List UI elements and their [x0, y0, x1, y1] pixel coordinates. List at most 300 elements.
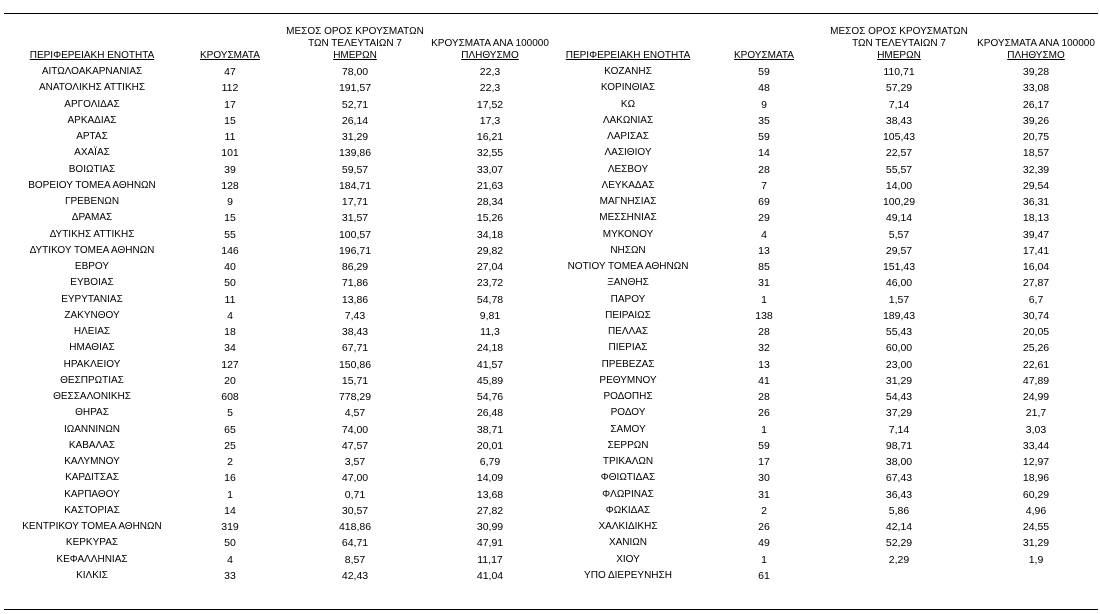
region-cell: ΝΟΤΙΟΥ ΤΟΜΕΑ ΑΘΗΝΩΝ [567, 261, 689, 273]
avg7-cell [822, 568, 976, 584]
cases-cell: 69 [758, 196, 770, 209]
cases-cell: 1 [761, 423, 767, 436]
avg7-cell: 418,86 [338, 521, 372, 534]
per100k-cell: 6,79 [479, 456, 501, 469]
per100k-cell: 23,72 [476, 277, 504, 290]
cases-column-header: ΚΡΟΥΣΜΑΤΑ [734, 50, 794, 61]
per100k-cell: 39,47 [1022, 228, 1050, 241]
table-row [4, 243, 550, 259]
region-cell: ΓΡΕΒΕΝΩΝ [64, 196, 120, 208]
cases-cell: 49 [758, 537, 770, 550]
table-row [550, 178, 1096, 194]
avg7-cell: 184,71 [338, 179, 372, 192]
region-cell: ΚΑΒΑΛΑΣ [68, 439, 116, 451]
per100k-cell: 38,71 [476, 423, 504, 436]
cases-cell: 41 [758, 374, 770, 387]
table-row [4, 259, 550, 275]
region-cell: ΔΥΤΙΚΟΥ ΤΟΜΕΑ ΑΘΗΝΩΝ [29, 244, 155, 256]
avg7-cell: 67,43 [885, 472, 913, 485]
per100k-cell: 31,29 [1022, 537, 1050, 550]
region-cell: ΚΟΖΑΝΗΣ [604, 66, 652, 78]
per100k-cell: 54,76 [476, 391, 504, 404]
per100k-cell: 18,13 [1022, 212, 1050, 225]
table-row [4, 535, 550, 551]
per100k-cell: 24,18 [476, 342, 504, 355]
avg7-cell: 151,43 [882, 261, 916, 274]
region-cell: ΕΥΒΟΙΑΣ [70, 277, 114, 289]
table-row [4, 210, 550, 226]
per100k-cell: 33,44 [1022, 439, 1050, 452]
avg7-cell: 2,29 [888, 553, 910, 566]
per100k-cell: 29,54 [1022, 179, 1050, 192]
region-cell: ΡΕΘΥΜΝΟΥ [599, 374, 657, 386]
table-row [4, 64, 550, 80]
table-row [4, 389, 550, 405]
cases-cell: 61 [758, 569, 770, 582]
avg7-cell: 110,71 [883, 66, 915, 79]
per100k-cell: 22,3 [479, 66, 501, 79]
per100k-cell: 41,57 [476, 358, 504, 371]
right-table-section [550, 26, 1096, 584]
cases-cell: 55 [224, 228, 236, 241]
region-cell: ΖΑΚΥΝΘΟΥ [64, 309, 120, 321]
table-row [550, 389, 1096, 405]
region-cell: ΛΕΥΚΑΔΑΣ [601, 179, 655, 191]
region-cell: ΤΡΙΚΑΛΩΝ [602, 456, 654, 468]
cases-cell: 13 [758, 244, 770, 257]
table-row [550, 535, 1096, 551]
table-row [4, 275, 550, 291]
per100k-cell: 41,04 [476, 569, 504, 582]
region-cell: ΝΗΣΩΝ [610, 244, 646, 256]
per100k-column-header: ΚΡΟΥΣΜΑΤΑ ΑΝΑ 100000 ΠΛΗΘΥΣΜΟ [977, 38, 1095, 61]
avg7-cell: 49,14 [885, 212, 913, 225]
region-cell: ΙΩΑΝΝΙΝΩΝ [63, 423, 121, 435]
top-rule [4, 13, 1098, 14]
avg7-cell: 7,43 [344, 309, 366, 322]
region-cell: ΠΕΛΛΑΣ [607, 326, 649, 338]
cases-cell: 17 [758, 456, 770, 469]
per100k-cell: 47,89 [1022, 374, 1050, 387]
avg7-cell: 74,00 [341, 423, 369, 436]
region-cell: ΒΟΡΕΙΟΥ ΤΟΜΕΑ ΑΘΗΝΩΝ [28, 179, 156, 191]
table-row [550, 145, 1096, 161]
avg7-cell: 26,14 [341, 114, 369, 127]
per100k-cell: 30,99 [476, 521, 504, 534]
cases-cell: 32 [758, 342, 770, 355]
avg7-cell: 23,00 [885, 358, 913, 371]
per100k-cell: 60,29 [1022, 488, 1050, 501]
table-row [4, 568, 550, 584]
avg7-cell: 29,57 [885, 244, 913, 257]
per100k-column-header: ΚΡΟΥΣΜΑΤΑ ΑΝΑ 100000 ΠΛΗΘΥΣΜΟ [431, 38, 549, 61]
region-cell: ΛΕΣΒΟΥ [607, 163, 649, 175]
table-row [550, 308, 1096, 324]
cases-cell: 48 [758, 82, 770, 95]
table-row [4, 324, 550, 340]
avg7-cell: 38,43 [885, 114, 913, 127]
avg7-cell: 47,00 [341, 472, 369, 485]
cases-cell: 1 [761, 293, 767, 306]
per100k-cell: 6,7 [1028, 293, 1044, 306]
avg7-cell: 14,00 [885, 179, 913, 192]
cases-cell: 34 [224, 342, 236, 355]
right-header-row [550, 26, 1096, 64]
region-cell: ΑΡΤΑΣ [76, 131, 108, 143]
avg7-cell: 46,00 [885, 277, 913, 290]
avg7-cell: 7,14 [888, 98, 910, 111]
cases-cell: 28 [758, 326, 770, 339]
table-row [4, 97, 550, 113]
region-cell: ΑΙΤΩΛΟΑΚΑΡΝΑΝΙΑΣ [41, 66, 143, 78]
cases-cell: 2 [227, 456, 233, 469]
per100k-cell: 17,52 [476, 98, 504, 111]
per100k-cell: 33,07 [476, 163, 504, 176]
per100k-cell: 29,82 [476, 244, 504, 257]
cases-cell: 29 [758, 212, 770, 225]
per100k-cell: 27,82 [476, 504, 504, 517]
region-cell: ΡΟΔΟΠΗΣ [603, 391, 653, 403]
avg7-cell: 189,43 [882, 309, 916, 322]
per100k-cell: 39,26 [1022, 114, 1050, 127]
table-row [4, 340, 550, 356]
avg7-column-header: ΜΕΣΟΣ ΟΡΟΣ ΚΡΟΥΣΜΑΤΩΝ ΤΩΝ ΤΕΛΕΥΤΑΙΩΝ 7 ΗΜΕΡΩΝ [286, 26, 424, 61]
region-cell: ΜΕΣΣΗΝΙΑΣ [599, 212, 657, 224]
avg7-cell: 52,29 [885, 537, 913, 550]
cases-cell: 7 [761, 179, 767, 192]
avg7-cell: 4,57 [344, 407, 366, 420]
avg7-cell: 17,71 [341, 196, 369, 209]
table-row [550, 243, 1096, 259]
per100k-cell: 18,96 [1022, 472, 1050, 485]
avg7-cell: 42,43 [341, 569, 369, 582]
per100k-cell: 11,17 [477, 553, 503, 566]
table-row [550, 503, 1096, 519]
cases-cell: 50 [224, 537, 236, 550]
cases-cell: 47 [224, 66, 236, 79]
per100k-cell: 1,9 [1028, 553, 1044, 566]
region-cell: ΛΑΣΙΘΙΟΥ [604, 147, 652, 159]
region-cell: ΠΡΕΒΕΖΑΣ [601, 358, 655, 370]
region-cell: ΦΘΙΩΤΙΔΑΣ [600, 472, 656, 484]
table-row [4, 357, 550, 373]
region-cell: ΕΒΡΟΥ [74, 261, 110, 273]
table-row [4, 487, 550, 503]
cases-cell: 85 [758, 261, 770, 274]
cases-cell: 31 [758, 488, 770, 501]
avg7-cell: 36,43 [885, 488, 913, 501]
per100k-cell: 45,89 [476, 374, 504, 387]
avg7-cell: 5,86 [888, 504, 910, 517]
per100k-cell: 32,55 [476, 147, 504, 160]
avg7-cell: 38,00 [885, 456, 913, 469]
per100k-cell: 39,28 [1022, 66, 1050, 79]
avg7-cell: 8,57 [344, 553, 366, 566]
region-cell: ΚΑΛΥΜΝΟΥ [64, 456, 120, 468]
region-cell: ΛΑΚΩΝΙΑΣ [602, 114, 654, 126]
per100k-cell: 18,57 [1022, 147, 1050, 160]
per100k-cell [976, 568, 1096, 584]
table-row [550, 340, 1096, 356]
table-row [550, 568, 1096, 584]
per100k-cell: 21,7 [1025, 407, 1047, 420]
cases-cell: 1 [761, 553, 767, 566]
table-row [4, 113, 550, 129]
avg7-cell: 37,29 [885, 407, 913, 420]
per100k-cell: 30,74 [1022, 309, 1050, 322]
region-cell: ΚΑΡΠΑΘΟΥ [64, 488, 120, 500]
avg7-cell: 778,29 [338, 391, 372, 404]
table-row [550, 129, 1096, 145]
per100k-cell: 22,3 [479, 82, 501, 95]
region-cell: ΞΑΝΘΗΣ [607, 277, 649, 289]
table-row [4, 178, 550, 194]
avg7-cell: 5,57 [888, 228, 910, 241]
table-row [550, 357, 1096, 373]
table-row [550, 113, 1096, 129]
table-row [550, 454, 1096, 470]
cases-column-header: ΚΡΟΥΣΜΑΤΑ [200, 50, 260, 61]
cases-cell: 11 [224, 293, 236, 306]
cases-cell: 9 [761, 98, 767, 111]
avg7-cell: 30,57 [341, 504, 369, 517]
cases-cell: 65 [224, 423, 236, 436]
table-row [550, 194, 1096, 210]
avg7-cell: 60,00 [885, 342, 913, 355]
cases-cell: 59 [758, 66, 770, 79]
avg7-cell: 42,14 [885, 521, 913, 534]
per100k-cell: 17,3 [479, 114, 501, 127]
per100k-cell: 22,61 [1022, 358, 1050, 371]
cases-cell: 26 [758, 521, 770, 534]
region-cell: ΠΑΡΟΥ [610, 293, 646, 305]
region-cell: ΔΥΤΙΚΗΣ ΑΤΤΙΚΗΣ [49, 228, 135, 240]
table-row [550, 210, 1096, 226]
region-cell: ΦΩΚΙΔΑΣ [605, 504, 651, 516]
avg7-cell: 98,71 [885, 439, 913, 452]
left-table-section [4, 26, 550, 584]
avg7-cell: 78,00 [341, 66, 369, 79]
region-cell: ΚΟΡΙΝΘΙΑΣ [600, 82, 656, 94]
table-row [4, 503, 550, 519]
region-cell: ΡΟΔΟΥ [610, 407, 646, 419]
region-cell: ΔΡΑΜΑΣ [71, 212, 113, 224]
cases-cell: 25 [224, 439, 236, 452]
cases-cell: 608 [221, 391, 239, 404]
table-row [550, 292, 1096, 308]
cases-cell: 28 [758, 391, 770, 404]
region-column-header: ΠΕΡΙΦΕΡΕΙΑΚΗ ΕΝΟΤΗΤΑ [565, 50, 691, 61]
table-row [4, 405, 550, 421]
region-cell: ΚΕΝΤΡΙΚΟΥ ΤΟΜΕΑ ΑΘΗΝΩΝ [22, 521, 162, 533]
per100k-cell: 26,48 [476, 407, 504, 420]
avg7-cell: 150,86 [338, 358, 372, 371]
avg7-cell: 64,71 [341, 537, 369, 550]
cases-cell: 4 [761, 228, 767, 241]
region-cell: ΜΑΓΝΗΣΙΑΣ [599, 196, 657, 208]
region-cell: ΚΕΦΑΛΛΗΝΙΑΣ [56, 553, 128, 565]
per100k-cell: 54,78 [476, 293, 504, 306]
cases-cell: 16 [224, 472, 236, 485]
region-cell: ΑΡΚΑΔΙΑΣ [67, 114, 117, 126]
cases-cell: 14 [224, 504, 236, 517]
per100k-cell: 26,17 [1022, 98, 1050, 111]
region-cell: ΑΝΑΤΟΛΙΚΗΣ ΑΤΤΙΚΗΣ [38, 82, 146, 94]
cases-cell: 127 [221, 358, 239, 371]
region-column-header: ΠΕΡΙΦΕΡΕΙΑΚΗ ΕΝΟΤΗΤΑ [29, 50, 155, 61]
per100k-cell: 3,03 [1025, 423, 1047, 436]
avg7-cell: 0,71 [344, 488, 366, 501]
table-row [4, 422, 550, 438]
cases-cell: 1 [227, 488, 233, 501]
region-cell: ΥΠΟ ΔΙΕΡΕΥΝΗΣΗ [584, 569, 672, 581]
avg7-cell: 67,71 [341, 342, 369, 355]
cases-cell: 33 [224, 569, 236, 582]
per100k-cell: 34,18 [476, 228, 504, 241]
per100k-cell: 20,75 [1022, 131, 1050, 144]
per100k-cell: 32,39 [1022, 163, 1050, 176]
per100k-cell: 36,31 [1022, 196, 1050, 209]
avg7-cell: 191,57 [338, 82, 372, 95]
table-row [4, 470, 550, 486]
region-cell: ΘΕΣΠΡΩΤΙΑΣ [60, 374, 124, 386]
avg7-cell: 55,57 [885, 163, 913, 176]
cases-cell: 35 [758, 114, 770, 127]
table-row [550, 324, 1096, 340]
cases-cell: 9 [227, 196, 233, 209]
avg7-cell: 3,57 [344, 456, 366, 469]
table-row [4, 292, 550, 308]
cases-cell: 15 [224, 212, 236, 225]
cases-cell: 14 [758, 147, 770, 160]
cases-cell: 39 [224, 163, 236, 176]
table-row [550, 438, 1096, 454]
cases-cell: 28 [758, 163, 770, 176]
table-row [550, 487, 1096, 503]
cases-cell: 30 [758, 472, 770, 485]
region-cell: ΧΑΛΚΙΔΙΚΗΣ [598, 521, 658, 533]
region-cell: ΗΛΕΙΑΣ [73, 326, 111, 338]
cases-cell: 13 [758, 358, 770, 371]
table-row [550, 80, 1096, 96]
per100k-cell: 47,91 [476, 537, 504, 550]
region-cell: ΗΜΑΘΙΑΣ [69, 342, 115, 354]
table-row [4, 454, 550, 470]
per100k-cell: 17,41 [1022, 244, 1050, 257]
avg7-cell: 1,57 [888, 293, 910, 306]
region-cell: ΚΙΛΚΙΣ [76, 569, 108, 581]
per100k-cell: 16,21 [476, 131, 504, 144]
left-table-body [4, 64, 550, 584]
table-row [550, 519, 1096, 535]
table-row [4, 373, 550, 389]
avg7-cell: 55,43 [885, 326, 913, 339]
region-cell: ΚΑΡΔΙΤΣΑΣ [65, 472, 119, 484]
cases-cell: 18 [224, 326, 236, 339]
bottom-rule [4, 609, 1098, 610]
per100k-cell: 9,81 [479, 309, 501, 322]
cases-cell: 138 [755, 309, 773, 322]
cases-cell: 59 [758, 131, 770, 144]
table-row [550, 64, 1096, 80]
right-table-body [550, 64, 1096, 584]
avg7-cell: 7,14 [888, 423, 910, 436]
table-row [550, 422, 1096, 438]
avg7-cell: 59,57 [341, 163, 369, 176]
cases-cell: 17 [224, 98, 236, 111]
avg7-column-header: ΜΕΣΟΣ ΟΡΟΣ ΚΡΟΥΣΜΑΤΩΝ ΤΩΝ ΤΕΛΕΥΤΑΙΩΝ 7 ΗΜΕΡΩΝ [830, 26, 968, 61]
table-row [550, 275, 1096, 291]
table-row [550, 373, 1096, 389]
avg7-cell: 38,43 [341, 326, 369, 339]
avg7-cell: 47,57 [341, 439, 369, 452]
per100k-cell: 12,97 [1022, 456, 1050, 469]
avg7-cell: 86,29 [341, 261, 369, 274]
avg7-cell: 22,57 [885, 147, 913, 160]
cases-cell: 50 [224, 277, 236, 290]
table-row [4, 308, 550, 324]
region-cell: ΧΑΝΙΩΝ [608, 537, 648, 549]
region-cell: ΑΡΓΟΛΙΔΑΣ [64, 98, 120, 110]
avg7-cell: 54,43 [885, 391, 913, 404]
per100k-cell: 16,04 [1022, 261, 1050, 274]
table-row [4, 519, 550, 535]
table-row [4, 129, 550, 145]
cases-cell: 11 [224, 131, 236, 144]
avg7-cell: 57,29 [885, 82, 913, 95]
cases-cell: 26 [758, 407, 770, 420]
per100k-cell: 14,09 [476, 472, 504, 485]
table-row [4, 145, 550, 161]
region-cell: ΣΑΜΟΥ [610, 423, 646, 435]
cases-cell: 4 [227, 553, 233, 566]
table-row [4, 552, 550, 568]
table-row [550, 227, 1096, 243]
per100k-cell: 13,68 [476, 488, 504, 501]
region-cell: ΦΛΩΡΙΝΑΣ [602, 488, 654, 500]
avg7-cell: 139,86 [338, 147, 372, 160]
region-cell: ΠΕΙΡΑΙΩΣ [605, 309, 651, 321]
table-row [4, 162, 550, 178]
per100k-cell: 20,05 [1022, 326, 1050, 339]
region-cell: ΗΡΑΚΛΕΙΟΥ [63, 358, 121, 370]
table-row [550, 405, 1096, 421]
per100k-cell: 25,26 [1022, 342, 1050, 355]
avg7-cell: 13,86 [341, 293, 369, 306]
per100k-cell: 27,04 [476, 261, 504, 274]
table-row [550, 162, 1096, 178]
region-cell: ΒΟΙΩΤΙΑΣ [68, 163, 116, 175]
left-header-row [4, 26, 550, 64]
region-cell: ΕΥΡΥΤΑΝΙΑΣ [61, 293, 123, 305]
per100k-cell: 21,63 [476, 179, 504, 192]
avg7-cell: 52,71 [341, 98, 369, 111]
table-row [550, 470, 1096, 486]
cases-cell: 128 [221, 179, 239, 192]
region-cell: ΜΥΚΟΝΟΥ [602, 228, 654, 240]
avg7-cell: 71,86 [341, 277, 369, 290]
cases-cell: 5 [227, 407, 233, 420]
table-row [4, 438, 550, 454]
table-row [4, 227, 550, 243]
table-row [550, 552, 1096, 568]
avg7-cell: 15,71 [341, 374, 369, 387]
cases-cell: 101 [221, 147, 239, 160]
cases-cell: 146 [221, 244, 239, 257]
cases-cell: 20 [224, 374, 236, 387]
region-cell: ΘΕΣΣΑΛΟΝΙΚΗΣ [53, 391, 131, 403]
cases-cell: 59 [758, 439, 770, 452]
